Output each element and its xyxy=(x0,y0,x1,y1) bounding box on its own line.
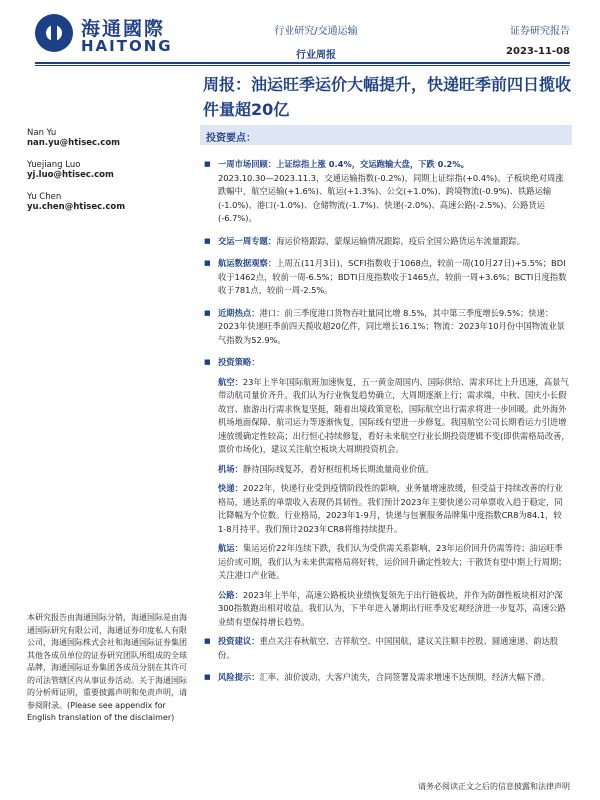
strategy-item xyxy=(204,589,570,630)
key-points-header xyxy=(200,125,572,145)
author-name: Yu Chen xyxy=(27,192,62,202)
key-point-lead: 一周市场回顾：上证综指上涨 0.4%，交运跑输大盘，下跌 0.2%。 xyxy=(218,159,469,169)
header-report-block xyxy=(470,22,570,57)
header-report-label: 证券研究报告 xyxy=(510,26,570,37)
key-point-lead: 交运一周专题： xyxy=(218,235,277,246)
author-entry xyxy=(27,192,187,212)
strategy-text: 集运运价22年连续下跌，我们认为受供需关系影响，23年运价回升仍需等待；油运旺季运价或可期，我们认为未来供需格局将好转，运价回升确定性较大；干散货有望中期上行周期；关注港口产业链。 xyxy=(218,543,567,580)
risk-lead: 风险提示： xyxy=(218,672,260,682)
key-point-text: 海运价格跟踪，蒙煤运输情况跟踪，疫后全国公路货运车流量跟踪。 xyxy=(276,235,526,246)
report-title: 周报：油运旺季运价大幅提升，快递旺季前四日揽收件量超20亿 xyxy=(203,75,572,119)
header-report-type: 行业周报 xyxy=(296,50,336,61)
key-point-lead: 航运数据观察： xyxy=(218,258,277,268)
haitong-logo-mark-icon xyxy=(35,14,73,52)
key-point-item xyxy=(204,257,570,298)
key-point-item xyxy=(204,235,570,249)
recommendation-item xyxy=(204,635,570,662)
logo-english-name: HAITONG xyxy=(81,37,173,55)
author-entry xyxy=(27,160,187,180)
strategy-text: 23年上半年国际航班加速恢复，五一黄金周国内、国际供给、需求环比上升迅速，高景气带动航司量价齐升。我们认为行业恢复趋势确立，大周期逐渐上行；需求端，中秋、国庆小长假故宫、旅游出行需求恢复坚挺，随着出境政策宽松，国际航空出行需求将进一步回暖。此外海外机场地面保障、航司运力等逐渐恢复，国际线有望进一步修复。我国航空公司长期看运力引进增速放缓确定性较高；出行恒心持续修复，看好未来航空行业长期投资逻辑不变(即供需格局改善，票价市场化)，建议关注航空板块大周期投资机会。 xyxy=(218,376,570,454)
header-category: 行业研究/交通运输 xyxy=(274,26,358,37)
strategy-lead: 航运： xyxy=(218,543,243,553)
strategy-lead: 机场： xyxy=(218,463,243,474)
disclaimer-text: 本研究报告由海通国际分销，海通国际是由海通国际研究有限公司，海通证券印度私人有限公司，海通国际株式会社和海通国际证券集团其他各成员单位的证券研究团队所组成的全球品牌，海通国际证券集团各成员分别在其许可的司法管辖区内从事证券活动。关于海通国际的分析师证明，重要披露声明和免责声明，请参阅附录。(Please see appendix for English translation of the disclaimer) xyxy=(27,613,187,722)
strategy-text: 静待国际线复苏，看好枢纽机场长期流量商业价值。 xyxy=(242,463,434,474)
logo-chinese-name: 海通國際 xyxy=(81,18,166,40)
key-point-text: 2023.10.30—2023.11.3，交通运输指数(-0.2%)，同期上证综指(+0.4%)。子板块绝对周涨跌幅中，航空运输(+1.6%)、航运(+1.3%)、公交(+1.0%)、跨境物流(-0.9%)、铁路运输(-1.0%)、港口(-1.0%)、仓储物流(-1.7%)、快递(-2.0%)、高速公路(-2.5%)、公路货运(-6.7%)。 xyxy=(218,172,564,223)
key-point-item xyxy=(204,158,570,226)
header-date: 2023-11-08 xyxy=(506,46,570,57)
author-list xyxy=(27,128,187,224)
risk-text: 汇率、油价波动，大客户流失，合同签署及需求增速不达预期，经济大幅下滑。 xyxy=(259,672,550,682)
strategy-lead: 航空： xyxy=(218,376,243,387)
key-point-lead: 近期热点： xyxy=(218,307,260,318)
risk-item xyxy=(204,671,570,685)
header-divider-thin xyxy=(35,65,570,66)
strategy-item xyxy=(204,542,570,583)
author-email[interactable]: yj.luo@htisec.com xyxy=(27,170,114,180)
header-divider xyxy=(35,62,570,64)
key-points-label: 投资要点： xyxy=(206,133,256,144)
haitong-logo xyxy=(35,14,225,54)
author-entry xyxy=(27,128,187,148)
recommendation-lead: 投资建议： xyxy=(218,636,260,646)
footer-notice: 请务必阅读正文之后的信息披露和法律声明 xyxy=(418,782,570,791)
author-email[interactable]: yu.chen@htisec.com xyxy=(27,202,126,212)
strategy-lead: 公路： xyxy=(218,589,243,600)
author-name: Yuejiang Luo xyxy=(27,160,81,170)
strategy-text: 2023年上半年，高速公路板块业绩恢复领先于出行链板块，并作为防御性板块相对沪深300指数跑出相对收益。我们认为，下半年进入暑期出行旺季及宏观经济进一步复苏，高速公路业绩有望保持增长趋势。 xyxy=(218,589,566,627)
strategy-item xyxy=(204,482,570,536)
header-category-block xyxy=(266,22,366,61)
strategy-item xyxy=(204,463,570,477)
author-email[interactable]: nan.yu@htisec.com xyxy=(27,138,121,148)
strategy-lead: 快递： xyxy=(218,483,243,493)
author-name: Nan Yu xyxy=(27,128,57,138)
key-point-text: 港口：前三季度港口货物吞吐量同比增 8.5%，其中第三季度增长9.5%；快递：2023年快递旺季前四天揽收超20亿件，同比增长16.1%；物流：2023年10月份中国物流业景气指数为52.9%。 xyxy=(218,307,565,345)
strategy-heading xyxy=(204,356,570,370)
key-point-item xyxy=(204,307,570,348)
report-body xyxy=(204,158,570,694)
strategy-label: 投资策略： xyxy=(218,357,260,367)
recommendation-text: 重点关注春秋航空、吉祥航空、中国国航，建议关注顺丰控股、圆通速递、韵达股份。 xyxy=(218,636,559,660)
strategy-item xyxy=(204,376,570,457)
key-point-text: 上周五(11月3日)，SCFI指数收于1068点，较前一周(10月27日)+5.5%；BDI收于1462点，较前一周-6.5%；BDTI日度指数收于1465点，较前一周+3.6%；BCTI日度指数收于781点，较前一周-2.5%。 xyxy=(218,258,567,295)
strategy-text: 2022年，快递行业受到疫情阶段性的影响，业务量增速放缓，但受益于持续改善的行业格局，通达系的单票收入表现仍具韧性。我们预计2023年主要快递公司单票收入趋于稳定，同比降幅为个位数。行业格局，2023年1-9月，快递与包裹服务品牌集中度指数CR8为84.1，较1-8月持平。我们预计2023年CR8将维持续提升。 xyxy=(218,483,563,534)
